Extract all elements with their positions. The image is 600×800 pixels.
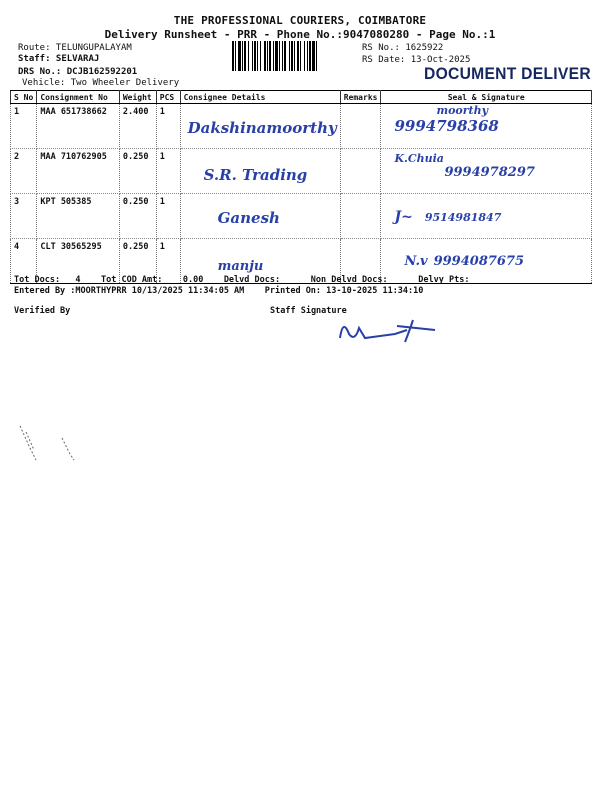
cell-pcs: 1	[156, 104, 180, 149]
entered-by-line: Entered By :MOORTHYPRR 10/13/2025 11:34:05 AM Printed On: 13-10-2025 11:34:10	[14, 286, 424, 296]
cell-sno: 4	[11, 239, 37, 284]
col-consignment: Consignment No	[37, 91, 120, 104]
cell-consignee	[180, 194, 340, 239]
col-seal-signature: Seal & Signature	[381, 91, 592, 104]
cell-consignment: CLT 30565295	[37, 239, 120, 284]
consignee-handwriting: S.R. Trading	[203, 166, 308, 184]
signature-phone: 9994978297	[444, 165, 535, 180]
document-delivered-stamp: DOCUMENT DELIVER	[424, 64, 591, 83]
col-sno: S No	[11, 91, 37, 104]
cell-signature	[381, 194, 592, 239]
cell-weight: 0.250	[119, 194, 156, 239]
cell-remarks	[340, 194, 381, 239]
cell-pcs: 1	[156, 149, 180, 194]
runsheet-title: Delivery Runsheet - PRR - Phone No.:9047080280 - Page No.:1	[104, 28, 496, 41]
signature-handwriting: K.Chuia	[394, 152, 444, 165]
cell-consignment: MAA 710762905	[37, 149, 120, 194]
table-header-row	[11, 91, 592, 104]
cell-remarks	[340, 104, 381, 149]
table-row	[11, 194, 592, 239]
cell-consignment: MAA 651738662	[37, 104, 120, 149]
cell-signature	[381, 104, 592, 149]
col-weight: Weight	[119, 91, 156, 104]
signature-handwriting: moorthy	[436, 104, 489, 117]
rs-date: RS Date: 13-Oct-2025	[362, 55, 471, 65]
cell-consignee	[180, 104, 340, 149]
consignee-handwriting: Dakshinamoorthy	[187, 119, 337, 137]
col-pcs: PCS	[156, 91, 180, 104]
cell-pcs: 1	[156, 194, 180, 239]
signature-handwriting: N.v	[404, 254, 428, 269]
cell-consignment: KPT 505385	[37, 194, 120, 239]
col-remarks: Remarks	[340, 91, 381, 104]
cell-weight: 0.250	[119, 149, 156, 194]
cell-consignee	[180, 149, 340, 194]
cell-weight: 0.250	[119, 239, 156, 284]
drs-label: DRS No.: DCJB162592201	[18, 67, 138, 77]
staff-signature-scribble	[335, 312, 445, 344]
company-title: THE PROFESSIONAL COURIERS, COIMBATORE	[173, 14, 427, 27]
col-consignee: Consignee Details	[180, 91, 340, 104]
signature-phone: 9994798368	[394, 117, 499, 135]
table-row	[11, 104, 592, 149]
table-row	[11, 149, 592, 194]
cell-weight: 2.400	[119, 104, 156, 149]
signature-phone: 9994087675	[433, 254, 525, 269]
cell-pcs: 1	[156, 239, 180, 284]
staff-signature-label: Staff Signature	[270, 306, 347, 316]
consignee-handwriting: manju	[217, 259, 264, 274]
scan-smudge-marks	[14, 420, 84, 470]
barcode	[232, 41, 354, 71]
totals-line: Tot Docs: 4 Tot COD Amt: 0.00 Delvd Docs: Non Delvd Docs: Delvy Pts:	[14, 275, 470, 285]
consignee-handwriting: Ganesh	[217, 209, 280, 227]
signature-phone: 9514981847	[424, 210, 502, 224]
signature-handwriting: J~	[394, 209, 413, 225]
vehicle-label: Vehicle: Two Wheeler Delivery	[22, 78, 180, 88]
cell-sno: 3	[11, 194, 37, 239]
cell-signature	[381, 149, 592, 194]
staff-label: Staff: SELVARAJ	[18, 54, 100, 64]
cell-sno: 1	[11, 104, 37, 149]
rs-number: RS No.: 1625922	[362, 43, 444, 53]
cell-sno: 2	[11, 149, 37, 194]
runsheet-table	[10, 90, 592, 284]
route-label: Route: TELUNGUPALAYAM	[18, 43, 132, 53]
verified-by-label: Verified By	[14, 306, 71, 316]
cell-remarks	[340, 149, 381, 194]
